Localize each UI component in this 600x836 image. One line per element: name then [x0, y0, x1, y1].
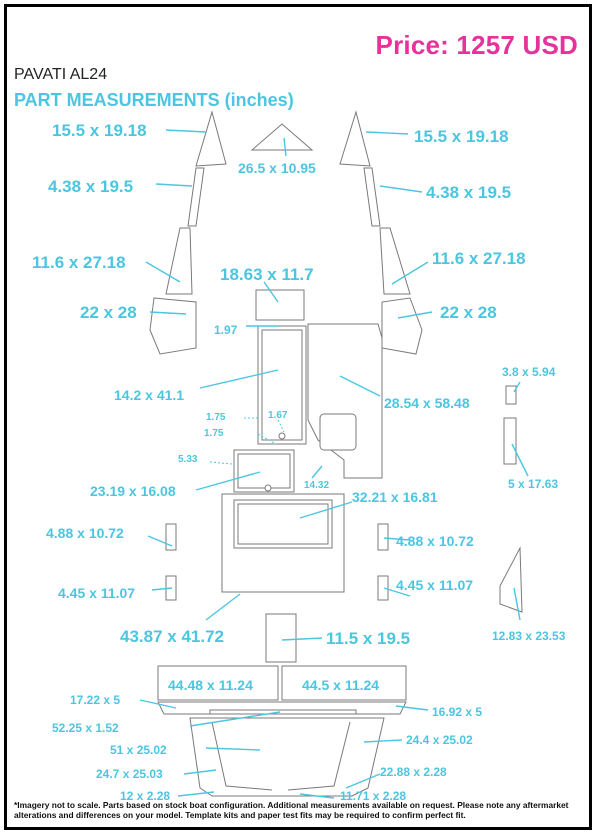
part-center-strip [266, 614, 296, 662]
part-step2-right [378, 576, 388, 600]
part-side1-right [364, 168, 380, 226]
label-dim-167: 1.67 [268, 410, 288, 421]
part-side2-right [380, 228, 410, 294]
label-side1-left: 4.38 x 19.5 [48, 177, 134, 196]
part-hatch-big-inner [238, 504, 328, 544]
arrow-main-floor [206, 594, 240, 620]
arrow-dim-1432 [312, 466, 322, 478]
part-strip-inner [210, 710, 356, 714]
part-left-console-inner [262, 330, 302, 440]
label-platform-left: 24.7 x 25.03 [96, 767, 163, 781]
label-strip-left: 17.22 x 5 [70, 693, 121, 707]
arrow-bow-right [366, 132, 408, 134]
part-bow-left [196, 112, 226, 166]
label-bow-center: 26.5 x 10.95 [238, 160, 316, 176]
label-center-strip: 11.5 x 19.5 [326, 629, 411, 648]
label-platform-right: 24.4 x 25.02 [406, 733, 473, 747]
part-hatch-small-inner [238, 454, 290, 488]
part-side1-left [188, 168, 204, 226]
part-small-a [506, 386, 516, 404]
arrow-side1-left [156, 184, 192, 186]
part-left-console-hole [279, 433, 285, 439]
part-triangle [500, 548, 522, 612]
label-triangle: 12.83 x 23.53 [492, 629, 566, 643]
label-dim-533: 5.33 [178, 454, 198, 465]
label-side2-right: 11.6 x 27.18 [432, 249, 526, 268]
arrow-bow-left [166, 130, 206, 132]
label-main-floor: 43.87 x 41.72 [120, 627, 224, 646]
label-side1-right: 4.38 x 19.5 [426, 183, 512, 202]
label-dim-197: 1.97 [214, 323, 238, 337]
label-bow-right: 15.5 x 19.18 [414, 127, 509, 146]
label-strip-right: 16.92 x 5 [432, 705, 483, 719]
label-strip-low-left: 12 x 2.28 [120, 789, 171, 803]
label-step-right: 4.88 x 10.72 [396, 533, 474, 549]
part-side3-right [382, 298, 422, 354]
label-helm-top: 18.63 x 11.7 [220, 265, 314, 284]
part-bow-center [252, 124, 312, 150]
arrow-side1-right [380, 186, 422, 192]
label-side3-left: 22 x 28 [80, 303, 137, 322]
label-side3-right: 22 x 28 [440, 303, 497, 322]
part-side2-left [166, 228, 192, 294]
label-strip-low-right2: 11.71 x 2.28 [340, 789, 407, 803]
part-helm-top [256, 290, 304, 320]
label-step2-right: 4.45 x 11.07 [396, 577, 474, 593]
label-step-left: 4.88 x 10.72 [46, 525, 124, 541]
part-step-right [378, 524, 388, 550]
label-bow-left: 15.5 x 19.18 [52, 121, 147, 140]
part-bow-right [340, 112, 370, 166]
label-small-b: 5 x 17.63 [508, 477, 559, 491]
price-label: Price: 1257 USD [375, 30, 578, 60]
dim-line-533 [210, 462, 232, 464]
label-side2-left: 11.6 x 27.18 [32, 253, 126, 272]
label-platform-mid: 51 x 25.02 [110, 743, 167, 757]
label-step2-left: 4.45 x 11.07 [58, 585, 136, 601]
part-small-b [504, 418, 516, 464]
label-hatch-small: 23.19 x 16.08 [90, 483, 176, 499]
part-right-floor-cut [320, 414, 356, 450]
label-swim-right: 44.5 x 11.24 [302, 677, 380, 693]
part-hatch-small-hole [265, 485, 271, 491]
label-dim-175b: 1.75 [204, 428, 224, 439]
label-strip-long: 52.25 x 1.52 [52, 721, 119, 735]
part-right-floor [308, 324, 382, 478]
label-right-floor: 28.54 x 58.48 [384, 395, 470, 411]
model-title: PAVATI AL24 [14, 66, 108, 83]
label-hatch-big: 32.21 x 16.81 [352, 489, 438, 505]
label-strip-low-right: 22.88 x 2.28 [380, 765, 447, 779]
disclaimer-text: *Imagery not to scale. Parts based on stock boat configuration. Additional measurements available on request. Please note any aftermarket alterations and differences on your model. Template kits and paper test fits may be required to confirm perfect fit. [14, 800, 569, 820]
section-heading: PART MEASUREMENTS (inches) [14, 90, 294, 110]
part-side3-left [150, 298, 196, 354]
label-dim-175a: 1.75 [206, 412, 226, 423]
label-dim-1432: 14.32 [304, 480, 330, 491]
label-swim-left: 44.48 x 11.24 [168, 677, 253, 693]
label-left-console: 14.2 x 41.1 [114, 387, 185, 403]
label-small-a: 3.8 x 5.94 [502, 365, 556, 379]
